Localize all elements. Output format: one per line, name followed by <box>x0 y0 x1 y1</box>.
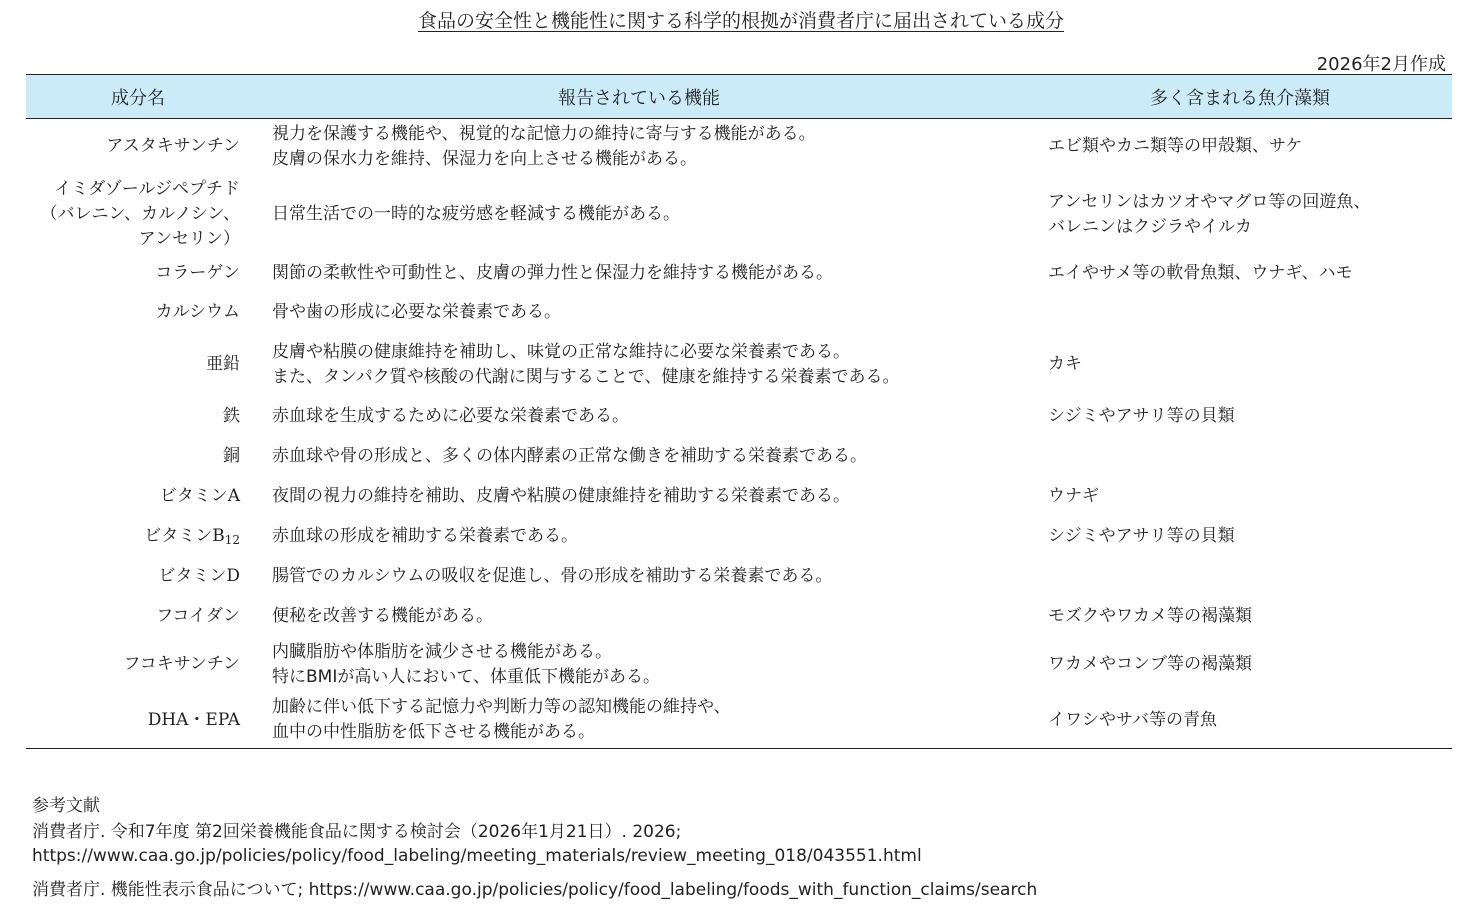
ingredient-name <box>26 175 250 255</box>
references <box>32 794 1037 902</box>
seafood-source <box>1028 119 1452 175</box>
seafood-source-line: シジミやアサリ等の貝類 <box>1048 406 1235 426</box>
function-description-line: 赤血球の形成を補助する栄養素である。 <box>272 526 578 546</box>
header-source: 多く含まれる魚介藻類 <box>1028 75 1452 119</box>
ingredient-name <box>26 255 250 293</box>
ingredient-name <box>26 119 250 175</box>
reference-line: 消費者庁. 令和7年度 第2回栄養機能食品に関する検討会（2026年1月21日）. 2026; <box>32 822 682 842</box>
seafood-source <box>1028 477 1452 517</box>
seafood-source <box>1028 597 1452 637</box>
function-description-line: 加齢に伴い低下する記憶力や判断力等の認知機能の維持や、 <box>272 697 731 718</box>
function-description <box>250 333 1028 397</box>
ingredient-name-line: 鉄 <box>223 406 240 426</box>
function-description <box>250 557 1028 597</box>
seafood-source <box>1028 557 1452 597</box>
seafood-source <box>1028 293 1452 333</box>
references-heading: 参考文献 <box>32 796 100 816</box>
table-row <box>26 293 1452 333</box>
ingredient-name-line: アスタキサンチン <box>106 136 240 157</box>
table-header-row <box>26 75 1452 119</box>
function-description-line: 夜間の視力の維持を補助、皮膚や粘膜の健康維持を補助する栄養素である。 <box>272 486 850 506</box>
creation-date: 2026年2月作成 <box>1316 54 1446 75</box>
ingredient-name <box>26 397 250 437</box>
function-description <box>250 397 1028 437</box>
ingredient-name-line: アンセリン） <box>138 229 240 249</box>
seafood-source-line: バレニンはクジラやイルカ <box>1048 216 1252 237</box>
function-description-line: 皮膚や粘膜の健康維持を補助し、味覚の正常な維持に必要な栄養素である。 <box>272 341 850 362</box>
function-description-line: 特にBMIが高い人において、体重低下機能がある。 <box>272 666 661 687</box>
seafood-source <box>1028 693 1452 749</box>
header-name: 成分名 <box>26 75 250 119</box>
function-description <box>250 637 1028 693</box>
ingredient-name <box>26 557 250 597</box>
table-row <box>26 333 1452 397</box>
function-description <box>250 597 1028 637</box>
table-row <box>26 175 1452 255</box>
table-row <box>26 477 1452 517</box>
ingredient-name <box>26 293 250 333</box>
ingredient-name <box>26 333 250 397</box>
function-description <box>250 477 1028 517</box>
seafood-source-line: カキ <box>1048 354 1082 374</box>
reference-url[interactable]: https://www.caa.go.jp/policies/policy/food_labeling/meeting_materials/review_meeting_018/043551.html <box>32 846 922 866</box>
ingredient-table <box>26 74 1452 749</box>
table-row <box>26 557 1452 597</box>
table-row <box>26 693 1452 749</box>
seafood-source <box>1028 175 1452 255</box>
ingredient-name-line: フコキサンチン <box>123 654 240 674</box>
ingredient-name-line: イミダゾールジペプチド <box>54 179 240 199</box>
ingredient-name-line: 亜鉛 <box>206 354 240 374</box>
seafood-source-line: アンセリンはカツオやマグロ等の回遊魚、 <box>1048 191 1371 212</box>
table-row <box>26 119 1452 175</box>
function-description-line: 赤血球や骨の形成と、多くの体内酵素の正常な働きを補助する栄養素である。 <box>272 446 867 466</box>
function-description-line: 赤血球を生成するために必要な栄養素である。 <box>272 406 629 426</box>
ingredient-name-line: ビタミン$B_{12}$ <box>144 526 240 547</box>
function-description-line: 関節の柔軟性や可動性と、皮膚の弾力性と保湿力を維持する機能がある。 <box>272 263 833 283</box>
ingredient-name <box>26 477 250 517</box>
seafood-source-line: モズクやワカメ等の褐藻類 <box>1048 606 1252 626</box>
table-row <box>26 597 1452 637</box>
seafood-source <box>1028 255 1452 293</box>
ingredient-name <box>26 693 250 749</box>
seafood-source-line: シジミやアサリ等の貝類 <box>1048 526 1235 546</box>
ingredient-name-line: DHA・EPA <box>147 709 240 730</box>
document-title: 食品の安全性と機能性に関する科学的根拠が消費者庁に届出されている成分 <box>417 10 1064 32</box>
seafood-source-line: イワシやサバ等の青魚 <box>1048 709 1217 730</box>
header-function: 報告されている機能 <box>250 75 1028 119</box>
ingredient-name-line: ビタミンA <box>159 486 240 506</box>
ingredient-name <box>26 437 250 477</box>
table-row <box>26 255 1452 293</box>
function-description <box>250 255 1028 293</box>
seafood-source-line: ワカメやコンブ等の褐藻類 <box>1048 654 1252 674</box>
function-description-line: 視力を保護する機能や、視覚的な記憶力の維持に寄与する機能がある。 <box>272 123 816 144</box>
subscript: 12 <box>224 533 240 547</box>
seafood-source-line: エイやサメ等の軟骨魚類、ウナギ、ハモ <box>1048 263 1353 283</box>
function-description-line: 骨や歯の形成に必要な栄養素である。 <box>272 302 561 322</box>
function-description-line: 血中の中性脂肪を低下させる機能がある。 <box>272 722 595 743</box>
function-description <box>250 293 1028 333</box>
seafood-source <box>1028 397 1452 437</box>
seafood-source <box>1028 333 1452 397</box>
table-row <box>26 397 1452 437</box>
function-description-line: 便秘を改善する機能がある。 <box>272 606 493 626</box>
function-description-line: 日常生活での一時的な疲労感を軽減する機能がある。 <box>272 204 680 224</box>
seafood-source <box>1028 437 1452 477</box>
ingredient-name-line: 銅 <box>223 446 240 466</box>
seafood-source-line: エビ類やカニ類等の甲殻類、サケ <box>1048 136 1303 157</box>
reference-line: 消費者庁. 機能性表示食品について; https://www.caa.go.jp/policies/policy/food_labeling/foods_with_function_claims/search <box>32 880 1038 900</box>
function-description <box>250 517 1028 557</box>
function-description <box>250 437 1028 477</box>
function-description <box>250 693 1028 749</box>
function-description <box>250 175 1028 255</box>
table-row <box>26 637 1452 693</box>
table-row <box>26 437 1452 477</box>
ingredient-name-line: フコイダン <box>156 606 240 626</box>
ingredient-name <box>26 637 250 693</box>
table-row <box>26 517 1452 557</box>
ingredient-name-line: カルシウム <box>155 302 240 322</box>
function-description-line: 皮膚の保水力を維持、保湿力を向上させる機能がある。 <box>272 148 697 169</box>
seafood-source <box>1028 517 1452 557</box>
function-description-line: 腸管でのカルシウムの吸収を促進し、骨の形成を補助する栄養素である。 <box>272 566 833 586</box>
seafood-source-line: ウナギ <box>1048 486 1099 506</box>
ingredient-name-line: （バレニン、カルノシン、 <box>40 204 240 224</box>
ingredient-name-line: ビタミンD <box>158 566 240 586</box>
seafood-source <box>1028 637 1452 693</box>
ingredient-name <box>26 597 250 637</box>
function-description-line: また、タンパク質や核酸の代謝に関与することで、健康を維持する栄養素である。 <box>272 366 900 387</box>
ingredient-name <box>26 517 250 557</box>
ingredient-name-line: コラーゲン <box>155 263 240 283</box>
function-description <box>250 119 1028 175</box>
function-description-line: 内臓脂肪や体脂肪を減少させる機能がある。 <box>272 641 612 662</box>
